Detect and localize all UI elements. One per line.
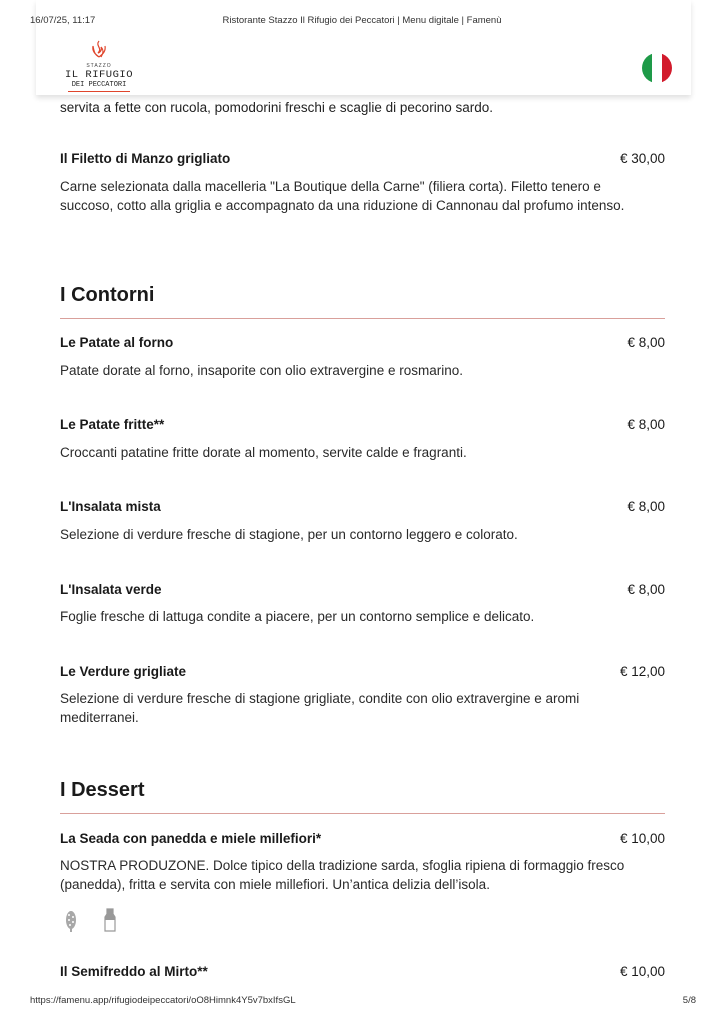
- restaurant-logo[interactable]: [62, 40, 136, 92]
- item-name: Le Verdure grigliate: [60, 664, 187, 679]
- gluten-icon: [64, 909, 78, 933]
- item-name: L'Insalata mista: [60, 499, 161, 514]
- section-divider: [60, 318, 665, 319]
- item-price: € 8,00: [627, 582, 665, 597]
- item-description: NOSTRA PRODUZONE. Dolce tipico della tradizione sarda, sfoglia ripiena di formaggio fresco (panedda), fritta e servita con miele millefiori. Un’antica delizia dell’isola.: [60, 858, 625, 892]
- item-name: Le Patate fritte**: [60, 417, 165, 432]
- print-page-count: 5/8: [682, 995, 696, 1006]
- item-price: € 30,00: [619, 151, 665, 166]
- item-name: L'Insalata verde: [60, 582, 162, 597]
- logo-text: DEI PECCATORI: [71, 81, 127, 89]
- item-name: Le Patate al forno: [60, 335, 174, 350]
- logo-text: IL RIFUGIO: [64, 69, 133, 81]
- item-price: € 8,00: [627, 417, 665, 432]
- item-description: Carne selezionata dalla macelleria "La Boutique della Carne" (filiera corta). Filetto tenero e succoso, cotto alla griglia e accompagnato da una riduzione di Cannonau dal profumo intenso.: [60, 179, 625, 213]
- clipped-description: servita a fette con rucola, pomodorini freschi e scaglie di pecorino sardo.: [60, 100, 493, 115]
- item-price: € 8,00: [627, 335, 665, 350]
- item-price: € 10,00: [619, 964, 665, 979]
- item-description: Selezione di verdure fresche di stagione, per un contorno leggero e colorato.: [60, 527, 518, 542]
- item-name: La Seada con panedda e miele millefiori*: [60, 831, 322, 846]
- print-page-title: Ristorante Stazzo Il Rifugio dei Peccatori | Menu digitale | Famenù: [222, 15, 502, 26]
- italy-flag-icon[interactable]: [642, 53, 672, 83]
- item-name: Il Semifreddo al Mirto**: [60, 964, 208, 979]
- item-price: € 12,00: [619, 664, 665, 679]
- item-name: Il Filetto di Manzo grigliato: [60, 151, 231, 166]
- item-description: Foglie fresche di lattuga condite a piacere, per un contorno semplice e delicato.: [60, 609, 535, 624]
- item-description: Patate dorate al forno, insaporite con olio extravergine e rosmarino.: [60, 363, 463, 378]
- section-title-contorni: I Contorni: [60, 284, 155, 306]
- item-price: € 10,00: [619, 831, 665, 846]
- item-price: € 8,00: [627, 499, 665, 514]
- flame-icon: [89, 40, 109, 58]
- section-title-dessert: I Dessert: [60, 779, 145, 801]
- item-description: Selezione di verdure fresche di stagione grigliate, condite con olio extravergine e aromi mediterranei.: [60, 691, 580, 725]
- milk-icon: [104, 908, 116, 933]
- logo-text: STAZZO: [86, 63, 112, 69]
- section-divider: [60, 813, 665, 814]
- item-description: Croccanti patatine fritte dorate al momento, servite calde e fragranti.: [60, 445, 467, 460]
- print-datetime: 16/07/25, 11:17: [30, 15, 96, 26]
- print-url: https://famenu.app/rifugiodeipeccatori/oO8Himnk4Y5v7bxIfsGL: [30, 995, 296, 1006]
- logo-underline: [68, 91, 130, 92]
